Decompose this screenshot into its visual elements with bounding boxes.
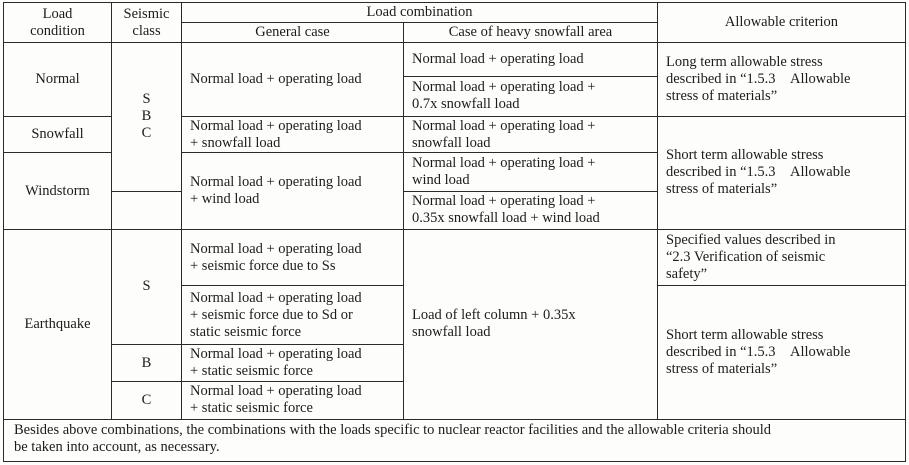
header-row-1: [4, 3, 906, 23]
header-heavy-snowfall: Case of heavy snowfall area: [404, 23, 658, 43]
heavy-earthquake: Load of left column + 0.35x snowfall load: [404, 229, 658, 419]
heavy-normal-2: Normal load + operating load + 0.7x snowfall load: [404, 76, 658, 116]
footnote-row: [4, 419, 906, 461]
criterion-short-term-2: Short term allowable stress described in “1.5.3 Allowable stress of materials”: [658, 286, 906, 419]
condition-snowfall: Snowfall: [4, 116, 112, 152]
criterion-short-term-1: Short term allowable stress described in “1.5.3 Allowable stress of materials”: [658, 116, 906, 229]
table-row: [4, 229, 906, 285]
general-windstorm: Normal load + operating load + wind load: [182, 153, 404, 230]
general-eq-s1: Normal load + operating load + seismic force due to Ss: [182, 229, 404, 285]
condition-windstorm: Windstorm: [4, 153, 112, 230]
heavy-normal-1: Normal load + operating load: [404, 43, 658, 76]
condition-normal: Normal: [4, 43, 112, 117]
general-eq-b: Normal load + operating load + static seismic force: [182, 344, 404, 381]
header-general-case: General case: [182, 23, 404, 43]
seismic-class-c: C: [112, 382, 182, 419]
general-snowfall: Normal load + operating load + snowfall load: [182, 116, 404, 152]
heavy-wind-1: Normal load + operating load + wind load: [404, 153, 658, 191]
header-allowable-criterion: Allowable criterion: [658, 3, 906, 43]
seismic-class-sbc: S B C: [112, 43, 182, 191]
general-eq-s2: Normal load + operating load + seismic force due to Sd or static seismic force: [182, 286, 404, 345]
header-load-combination: Load combination: [182, 3, 658, 23]
seismic-class-s: S: [112, 229, 182, 344]
footnote: Besides above combinations, the combinations with the loads specific to nuclear reactor facilities and the allowable criteria should be taken into account, as necessary.: [4, 419, 906, 461]
criterion-long-term: Long term allowable stress described in “1.5.3 Allowable stress of materials”: [658, 43, 906, 117]
heavy-wind-2: Normal load + operating load + 0.35x snowfall load + wind load: [404, 191, 658, 229]
criterion-specified: Specified values described in “2.3 Verification of seismic safety”: [658, 229, 906, 285]
condition-earthquake: Earthquake: [4, 229, 112, 419]
seismic-class-spacer: [112, 191, 182, 229]
heavy-snowfall: Normal load + operating load + snowfall load: [404, 116, 658, 152]
header-load-condition: Load condition: [4, 3, 112, 43]
table-row: [4, 43, 906, 76]
general-normal: Normal load + operating load: [182, 43, 404, 117]
load-combination-table: [3, 2, 906, 462]
general-eq-c: Normal load + operating load + static seismic force: [182, 382, 404, 419]
seismic-class-b: B: [112, 344, 182, 381]
header-seismic-class: Seismic class: [112, 3, 182, 43]
